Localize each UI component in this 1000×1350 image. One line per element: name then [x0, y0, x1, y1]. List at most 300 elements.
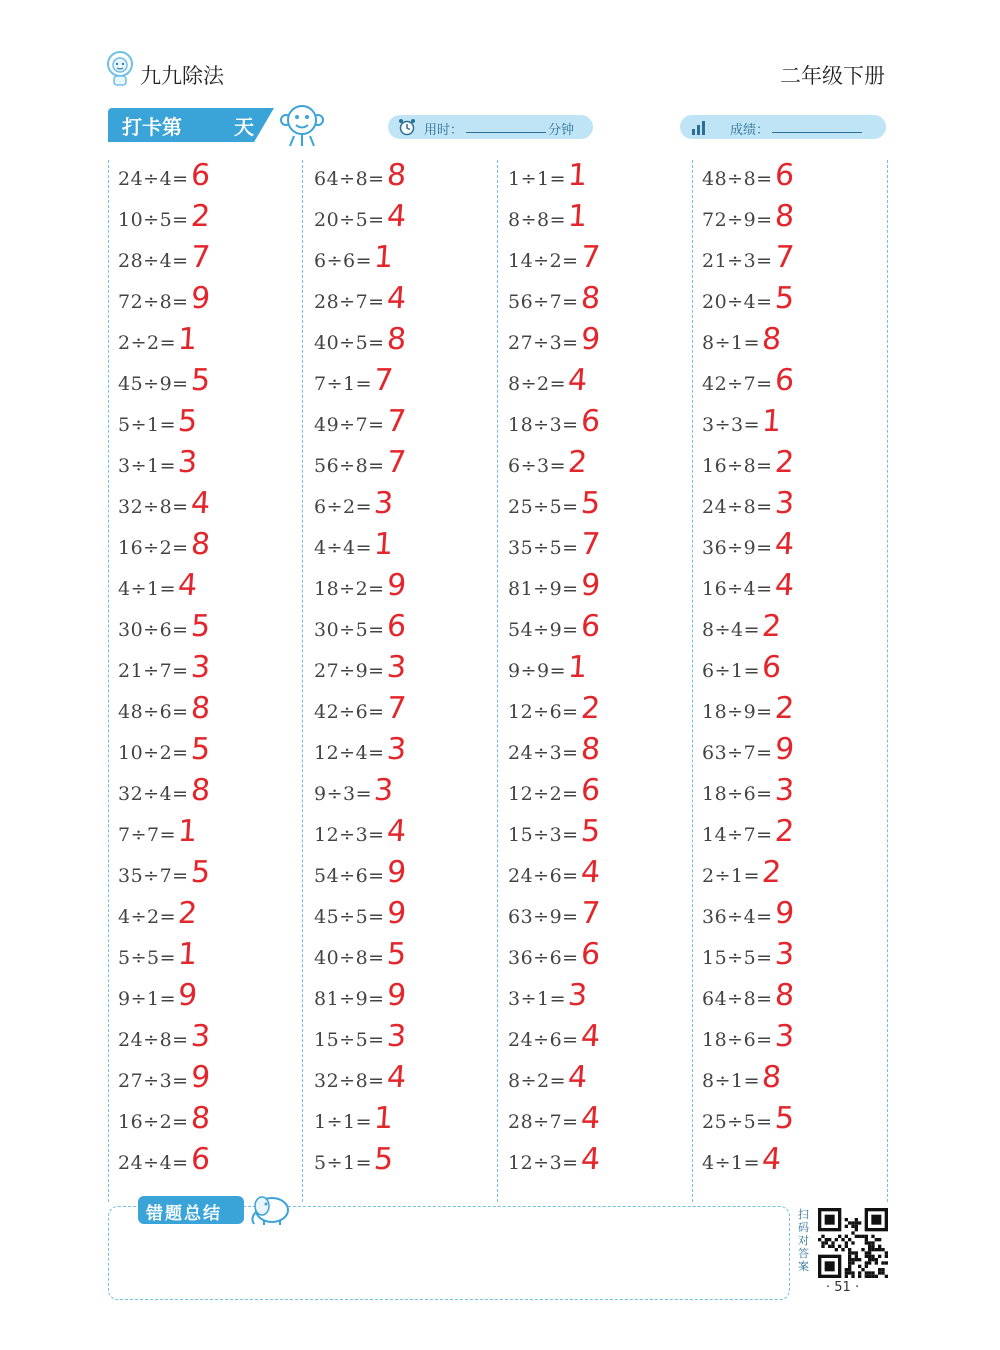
- problem-equation: 5÷1=: [118, 414, 177, 436]
- problem-equation: 6÷1=: [702, 660, 761, 682]
- problem-equation: 28÷4=: [118, 250, 189, 272]
- handwritten-answer[interactable]: 3: [189, 1019, 212, 1054]
- handwritten-answer[interactable]: 8: [773, 199, 796, 234]
- handwritten-answer[interactable]: 6: [189, 1142, 212, 1177]
- handwritten-answer[interactable]: 2: [773, 691, 796, 726]
- problem-equation: 8÷8=: [508, 209, 567, 231]
- problem-equation: 4÷1=: [702, 1152, 761, 1174]
- problem-row: [314, 896, 494, 936]
- problem-row: [314, 240, 494, 280]
- handwritten-answer[interactable]: 8: [760, 1060, 783, 1095]
- qr-label: 扫码对答案: [798, 1208, 809, 1273]
- problem-equation: 72÷9=: [702, 209, 773, 231]
- problem-row: [118, 1142, 298, 1182]
- handwritten-answer[interactable]: 6: [579, 404, 602, 439]
- handwritten-answer[interactable]: 7: [385, 691, 408, 726]
- problem-row: [702, 691, 882, 731]
- problem-equation: 3÷1=: [118, 455, 177, 477]
- score-chart-icon: [690, 118, 708, 136]
- problem-equation: 4÷2=: [118, 906, 177, 928]
- time-unit: 分钟: [548, 123, 575, 138]
- handwritten-answer[interactable]: 2: [760, 609, 783, 644]
- problem-row: [702, 1060, 882, 1100]
- problem-row: [314, 281, 494, 321]
- handwritten-answer[interactable]: 1: [566, 650, 589, 685]
- handwritten-answer[interactable]: 9: [385, 568, 408, 603]
- handwritten-answer[interactable]: 6: [579, 937, 602, 972]
- problem-row: [118, 281, 298, 321]
- time-blank[interactable]: [466, 132, 546, 133]
- problem-row: [702, 240, 882, 280]
- handwritten-answer[interactable]: 9: [189, 1060, 212, 1095]
- handwritten-answer[interactable]: 4: [385, 814, 408, 849]
- handwritten-answer[interactable]: 3: [189, 650, 212, 685]
- handwritten-answer[interactable]: 4: [579, 1019, 602, 1054]
- problem-equation: 9÷9=: [508, 660, 567, 682]
- problem-row: [314, 199, 494, 239]
- problem-row: [314, 814, 494, 854]
- problem-equation: 81÷9=: [314, 988, 385, 1010]
- problem-equation: 45÷5=: [314, 906, 385, 928]
- problem-equation: 9÷1=: [118, 988, 177, 1010]
- problem-row: [118, 527, 298, 567]
- problem-equation: 7÷1=: [314, 373, 373, 395]
- problem-equation: 42÷6=: [314, 701, 385, 723]
- problem-row: [314, 1142, 494, 1182]
- handwritten-answer[interactable]: 3: [773, 1019, 796, 1054]
- handwritten-answer[interactable]: 1: [372, 240, 395, 275]
- handwritten-answer[interactable]: 8: [189, 1101, 212, 1136]
- handwritten-answer[interactable]: 7: [385, 445, 408, 480]
- problem-equation: 21÷3=: [702, 250, 773, 272]
- problem-equation: 15÷3=: [508, 824, 579, 846]
- handwritten-answer[interactable]: 5: [189, 363, 212, 398]
- handwritten-answer[interactable]: 1: [566, 158, 589, 193]
- problem-equation: 7÷7=: [118, 824, 177, 846]
- problem-row: [702, 199, 882, 239]
- problem-equation: 18÷3=: [508, 414, 579, 436]
- handwritten-answer[interactable]: 7: [579, 240, 602, 275]
- problem-row: [314, 404, 494, 444]
- problem-equation: 27÷9=: [314, 660, 385, 682]
- lion-mascot-icon: [106, 50, 134, 86]
- handwritten-answer[interactable]: 6: [579, 609, 602, 644]
- alarm-clock-icon: [398, 118, 416, 136]
- handwritten-answer[interactable]: 4: [385, 1060, 408, 1095]
- grid-line: [497, 160, 498, 1202]
- problem-equation: 6÷3=: [508, 455, 567, 477]
- problem-equation: 32÷8=: [118, 496, 189, 518]
- handwritten-answer[interactable]: 8: [189, 691, 212, 726]
- handwritten-answer[interactable]: 6: [773, 363, 796, 398]
- problem-row: [702, 978, 882, 1018]
- problem-row: [118, 568, 298, 608]
- problem-row: [702, 937, 882, 977]
- handwritten-answer[interactable]: 8: [760, 322, 783, 357]
- problem-equation: 8÷4=: [702, 619, 761, 641]
- problem-row: [702, 1142, 882, 1182]
- time-label: 用时：: [424, 123, 464, 138]
- handwritten-answer[interactable]: 2: [176, 896, 199, 931]
- score-label: 成绩：: [730, 123, 770, 138]
- handwritten-answer[interactable]: 7: [189, 240, 212, 275]
- problem-equation: 35÷7=: [118, 865, 189, 887]
- problem-row: [508, 937, 688, 977]
- problem-equation: 54÷6=: [314, 865, 385, 887]
- handwritten-answer[interactable]: 5: [176, 404, 199, 439]
- problem-row: [508, 814, 688, 854]
- handwritten-answer[interactable]: 9: [579, 568, 602, 603]
- problem-equation: 48÷8=: [702, 168, 773, 190]
- handwritten-answer[interactable]: 5: [189, 732, 212, 767]
- problem-row: [118, 322, 298, 362]
- handwritten-answer[interactable]: 2: [773, 445, 796, 480]
- problem-row: [118, 650, 298, 690]
- problem-equation: 12÷6=: [508, 701, 579, 723]
- problem-row: [508, 199, 688, 239]
- problem-row: [508, 1060, 688, 1100]
- qr-code[interactable]: [818, 1208, 888, 1278]
- problem-equation: 64÷8=: [702, 988, 773, 1010]
- problem-row: [702, 158, 882, 198]
- problem-equation: 12÷2=: [508, 783, 579, 805]
- problem-equation: 16÷2=: [118, 537, 189, 559]
- problem-row: [508, 650, 688, 690]
- problem-row: [508, 240, 688, 280]
- problem-row: [702, 281, 882, 321]
- problem-equation: 12÷4=: [314, 742, 385, 764]
- problem-equation: 30÷6=: [118, 619, 189, 641]
- problem-row: [118, 978, 298, 1018]
- problem-row: [702, 527, 882, 567]
- handwritten-answer[interactable]: 5: [385, 937, 408, 972]
- handwritten-answer[interactable]: 2: [760, 855, 783, 890]
- problem-row: [702, 609, 882, 649]
- problem-equation: 9÷3=: [314, 783, 373, 805]
- problem-row: [508, 486, 688, 526]
- problem-equation: 25÷5=: [508, 496, 579, 518]
- problem-row: [118, 814, 298, 854]
- grid-line: [108, 160, 109, 1202]
- problem-equation: 12÷3=: [314, 824, 385, 846]
- problem-equation: 40÷5=: [314, 332, 385, 354]
- problem-equation: 27÷3=: [118, 1070, 189, 1092]
- problem-equation: 24÷3=: [508, 742, 579, 764]
- problem-row: [508, 404, 688, 444]
- problem-row: [314, 363, 494, 403]
- handwritten-answer[interactable]: 2: [566, 445, 589, 480]
- problem-equation: 24÷8=: [702, 496, 773, 518]
- problem-equation: 24÷8=: [118, 1029, 189, 1051]
- handwritten-answer[interactable]: 5: [773, 1101, 796, 1136]
- problem-row: [118, 732, 298, 772]
- problem-row: [118, 158, 298, 198]
- problem-equation: 4÷4=: [314, 537, 373, 559]
- problem-row: [702, 486, 882, 526]
- problem-row: [314, 650, 494, 690]
- handwritten-answer[interactable]: 2: [773, 814, 796, 849]
- handwritten-answer[interactable]: 9: [773, 732, 796, 767]
- handwritten-answer[interactable]: 9: [176, 978, 199, 1013]
- handwritten-answer[interactable]: 2: [579, 691, 602, 726]
- problem-row: [314, 1101, 494, 1141]
- problem-equation: 18÷9=: [702, 701, 773, 723]
- problem-equation: 3÷3=: [702, 414, 761, 436]
- problem-row: [508, 322, 688, 362]
- handwritten-answer[interactable]: 4: [579, 1142, 602, 1177]
- handwritten-answer[interactable]: 8: [189, 773, 212, 808]
- problem-equation: 10÷2=: [118, 742, 189, 764]
- problem-row: [702, 363, 882, 403]
- problem-row: [702, 1101, 882, 1141]
- problem-equation: 5÷5=: [118, 947, 177, 969]
- problem-row: [702, 445, 882, 485]
- handwritten-answer[interactable]: 3: [773, 937, 796, 972]
- problem-equation: 10÷5=: [118, 209, 189, 231]
- handwritten-answer[interactable]: 8: [579, 281, 602, 316]
- problem-row: [314, 691, 494, 731]
- problem-row: [118, 773, 298, 813]
- problem-row: [702, 322, 882, 362]
- problem-equation: 72÷8=: [118, 291, 189, 313]
- elephant-mascot-icon: [248, 1190, 294, 1226]
- grid-line: [302, 160, 303, 1202]
- problem-row: [314, 773, 494, 813]
- handwritten-answer[interactable]: 9: [773, 896, 796, 931]
- problem-row: [118, 363, 298, 403]
- handwritten-answer[interactable]: 3: [773, 486, 796, 521]
- problem-row: [508, 363, 688, 403]
- problem-row: [118, 404, 298, 444]
- problem-row: [508, 896, 688, 936]
- problem-equation: 36÷9=: [702, 537, 773, 559]
- problem-equation: 18÷6=: [702, 1029, 773, 1051]
- problem-row: [118, 199, 298, 239]
- handwritten-answer[interactable]: 5: [372, 1142, 395, 1177]
- handwritten-answer[interactable]: 6: [773, 158, 796, 193]
- handwritten-answer[interactable]: 5: [579, 814, 602, 849]
- problem-equation: 40÷8=: [314, 947, 385, 969]
- problem-equation: 63÷9=: [508, 906, 579, 928]
- problem-row: [314, 609, 494, 649]
- handwritten-answer[interactable]: 6: [189, 158, 212, 193]
- problem-row: [508, 281, 688, 321]
- problem-equation: 8÷2=: [508, 1070, 567, 1092]
- problem-equation: 12÷3=: [508, 1152, 579, 1174]
- problem-row: [508, 1101, 688, 1141]
- problem-equation: 3÷1=: [508, 988, 567, 1010]
- page-number: · 51 ·: [826, 1280, 860, 1295]
- problem-row: [702, 814, 882, 854]
- problem-equation: 24÷4=: [118, 168, 189, 190]
- problem-row: [118, 240, 298, 280]
- handwritten-answer[interactable]: 4: [760, 1142, 783, 1177]
- handwritten-answer[interactable]: 1: [176, 814, 199, 849]
- handwritten-answer[interactable]: 9: [385, 896, 408, 931]
- problem-row: [314, 568, 494, 608]
- problem-row: [508, 527, 688, 567]
- handwritten-answer[interactable]: 3: [566, 978, 589, 1013]
- handwritten-answer[interactable]: 8: [773, 978, 796, 1013]
- handwritten-answer[interactable]: 7: [385, 404, 408, 439]
- problem-equation: 49÷7=: [314, 414, 385, 436]
- handwritten-answer[interactable]: 3: [176, 445, 199, 480]
- problem-equation: 25÷5=: [702, 1111, 773, 1133]
- handwritten-answer[interactable]: 4: [566, 363, 589, 398]
- problem-equation: 16÷4=: [702, 578, 773, 600]
- handwritten-answer[interactable]: 1: [176, 937, 199, 972]
- problem-equation: 42÷7=: [702, 373, 773, 395]
- problem-equation: 36÷4=: [702, 906, 773, 928]
- problem-row: [314, 1060, 494, 1100]
- problem-equation: 18÷6=: [702, 783, 773, 805]
- problem-equation: 35÷5=: [508, 537, 579, 559]
- problem-equation: 20÷4=: [702, 291, 773, 313]
- handwritten-answer[interactable]: 4: [189, 486, 212, 521]
- handwritten-answer[interactable]: 5: [773, 281, 796, 316]
- problem-equation: 28÷7=: [508, 1111, 579, 1133]
- problem-equation: 54÷9=: [508, 619, 579, 641]
- handwritten-answer[interactable]: 4: [773, 568, 796, 603]
- problem-equation: 27÷3=: [508, 332, 579, 354]
- problem-row: [314, 527, 494, 567]
- grid-line: [692, 160, 693, 1202]
- problem-equation: 1÷1=: [314, 1111, 373, 1133]
- handwritten-answer[interactable]: 3: [773, 773, 796, 808]
- problem-row: [702, 896, 882, 936]
- handwritten-answer[interactable]: 1: [760, 404, 783, 439]
- grade-label: 二年级下册: [780, 64, 885, 88]
- problem-row: [118, 937, 298, 977]
- handwritten-answer[interactable]: 3: [385, 732, 408, 767]
- handwritten-answer[interactable]: 5: [189, 609, 212, 644]
- problem-equation: 32÷4=: [118, 783, 189, 805]
- problem-equation: 8÷2=: [508, 373, 567, 395]
- problem-row: [702, 650, 882, 690]
- problem-row: [118, 486, 298, 526]
- problem-row: [118, 855, 298, 895]
- problem-row: [508, 1142, 688, 1182]
- problem-row: [314, 855, 494, 895]
- problem-row: [702, 855, 882, 895]
- problem-row: [702, 732, 882, 772]
- problem-row: [508, 732, 688, 772]
- handwritten-answer[interactable]: 3: [385, 650, 408, 685]
- problem-equation: 32÷8=: [314, 1070, 385, 1092]
- handwritten-answer[interactable]: 4: [566, 1060, 589, 1095]
- problem-equation: 63÷7=: [702, 742, 773, 764]
- handwritten-answer[interactable]: 3: [372, 486, 395, 521]
- problem-equation: 14÷2=: [508, 250, 579, 272]
- problem-equation: 8÷1=: [702, 332, 761, 354]
- handwritten-answer[interactable]: 6: [579, 773, 602, 808]
- problem-equation: 24÷6=: [508, 865, 579, 887]
- handwritten-answer[interactable]: 7: [372, 363, 395, 398]
- problem-equation: 5÷1=: [314, 1152, 373, 1174]
- handwritten-answer[interactable]: 4: [579, 855, 602, 890]
- handwritten-answer[interactable]: 3: [385, 1019, 408, 1054]
- handwritten-answer[interactable]: 1: [176, 322, 199, 357]
- handwritten-answer[interactable]: 1: [566, 199, 589, 234]
- handwritten-answer[interactable]: 7: [579, 527, 602, 562]
- handwritten-answer[interactable]: 4: [579, 1101, 602, 1136]
- problem-equation: 2÷2=: [118, 332, 177, 354]
- handwritten-answer[interactable]: 9: [385, 978, 408, 1013]
- grid-line: [887, 160, 888, 1202]
- problem-row: [508, 1019, 688, 1059]
- problem-row: [702, 1019, 882, 1059]
- problem-row: [508, 855, 688, 895]
- problem-equation: 81÷9=: [508, 578, 579, 600]
- problem-equation: 15÷5=: [702, 947, 773, 969]
- problem-equation: 56÷7=: [508, 291, 579, 313]
- handwritten-answer[interactable]: 9: [385, 855, 408, 890]
- problem-row: [118, 896, 298, 936]
- problem-equation: 1÷1=: [508, 168, 567, 190]
- handwritten-answer[interactable]: 5: [189, 855, 212, 890]
- problem-row: [702, 568, 882, 608]
- handwritten-answer[interactable]: 2: [189, 199, 212, 234]
- problem-row: [702, 404, 882, 444]
- handwritten-answer[interactable]: 9: [189, 281, 212, 316]
- handwritten-answer[interactable]: 8: [385, 322, 408, 357]
- problem-equation: 20÷5=: [314, 209, 385, 231]
- handwritten-answer[interactable]: 4: [385, 281, 408, 316]
- problem-row: [508, 158, 688, 198]
- problem-equation: 15÷5=: [314, 1029, 385, 1051]
- problem-row: [508, 773, 688, 813]
- problem-equation: 6÷6=: [314, 250, 373, 272]
- handwritten-answer[interactable]: 6: [760, 650, 783, 685]
- handwritten-answer[interactable]: 7: [579, 896, 602, 931]
- checkin-prefix: 打卡第: [122, 115, 182, 139]
- handwritten-answer[interactable]: 8: [385, 158, 408, 193]
- problem-equation: 16÷2=: [118, 1111, 189, 1133]
- problem-equation: 18÷2=: [314, 578, 385, 600]
- problem-row: [314, 445, 494, 485]
- handwritten-answer[interactable]: 9: [579, 322, 602, 357]
- handwritten-answer[interactable]: 4: [385, 199, 408, 234]
- summary-label: 错题总结: [146, 1204, 222, 1224]
- problem-row: [118, 1101, 298, 1141]
- problem-equation: 21÷7=: [118, 660, 189, 682]
- handwritten-answer[interactable]: 8: [579, 732, 602, 767]
- handwritten-answer[interactable]: 5: [579, 486, 602, 521]
- problem-row: [508, 445, 688, 485]
- problem-equation: 2÷1=: [702, 865, 761, 887]
- handwritten-answer[interactable]: 1: [372, 527, 395, 562]
- problem-row: [508, 978, 688, 1018]
- handwritten-answer[interactable]: 3: [372, 773, 395, 808]
- handwritten-answer[interactable]: 1: [372, 1101, 395, 1136]
- handwritten-answer[interactable]: 4: [176, 568, 199, 603]
- problem-equation: 24÷6=: [508, 1029, 579, 1051]
- problem-equation: 4÷1=: [118, 578, 177, 600]
- time-field: [388, 115, 593, 139]
- score-blank[interactable]: [772, 132, 862, 133]
- handwritten-answer[interactable]: 4: [773, 527, 796, 562]
- problem-row: [118, 609, 298, 649]
- problem-row: [314, 158, 494, 198]
- problem-equation: 45÷9=: [118, 373, 189, 395]
- handwritten-answer[interactable]: 6: [385, 609, 408, 644]
- handwritten-answer[interactable]: 7: [773, 240, 796, 275]
- problem-equation: 16÷8=: [702, 455, 773, 477]
- page-title: 九九除法: [140, 64, 224, 88]
- problem-row: [702, 773, 882, 813]
- problem-equation: 56÷8=: [314, 455, 385, 477]
- handwritten-answer[interactable]: 8: [189, 527, 212, 562]
